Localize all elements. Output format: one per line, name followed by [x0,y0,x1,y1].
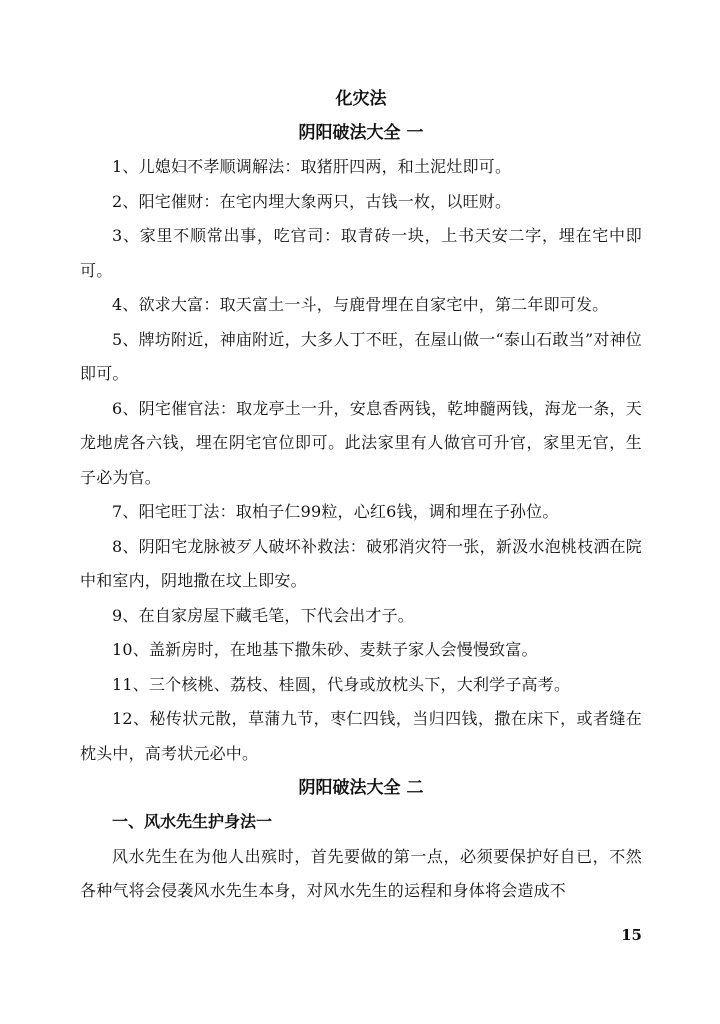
page-title: 化灾法 [335,89,387,109]
list-item: 7、阳宅旺丁法：取柏子仁99粒，心红6钱，调和埋在子孙位。 [112,502,559,521]
document-page [80,80,642,980]
page-number: 15 [621,926,642,944]
list-item: 8、阴阳宅龙脉被歹人破坏补救法：破邪消灾符一张，新汲水泡桃枝洒在院中和室内，阴地撒在坟上即安。 [80,536,642,590]
list-item: 1、儿媳妇不孝顺调解法：取猪肝四两，和土泥灶即可。 [112,157,512,176]
list-item: 6、阴宅催官法：取龙亭土一升，安息香两钱，乾坤髓两钱，海龙一条，天龙地虎各六钱，埋在阴宅官位即可。此法家里有人做官可升官，家里无官，生子必为官。 [80,398,642,487]
list-item: 5、牌坊附近，神庙附近，大多人丁不旺，在屋山做一“泰山石敢当”对神位即可。 [80,329,642,383]
list-item: 2、阳宅催财：在宅内埋大象两只，古钱一枚，以旺财。 [112,191,512,211]
section-1-list [80,150,642,771]
section-title-2: 阴阳破法大全 二 [298,778,424,798]
list-item: 3、家里不顺常出事，吃官司：取青砖一块，上书天安二字，埋在宅中即可。 [80,226,642,280]
section-2-subtitle: 一、风水先生护身法一 [112,812,273,831]
list-item: 4、欲求大富：取天富土一斗，与鹿骨埋在自家宅中，第二年即可发。 [112,295,609,314]
list-item: 9、在自家房屋下藏毛笔，下代会出才子。 [112,605,414,625]
section-2-paragraph: 风水先生在为他人出殡时，首先要做的第一点，必须要保护好自已，不然各种气将会侵袭风水先生本身，对风水先生的运程和身体将会造成不 [80,846,642,900]
list-item: 12、秘传状元散，草蒲九节，枣仁四钱，当归四钱，撒在床下，或者缝在枕头中，高考状元必中。 [80,709,642,763]
section-title-1: 阴阳破法大全 一 [298,123,424,143]
list-item: 10、盖新房时，在地基下撒朱砂、麦麸子家人会慢慢致富。 [112,640,538,659]
list-item: 11、三个核桃、荔枝、桂圆，代身或放枕头下，大利学子高考。 [112,674,571,694]
